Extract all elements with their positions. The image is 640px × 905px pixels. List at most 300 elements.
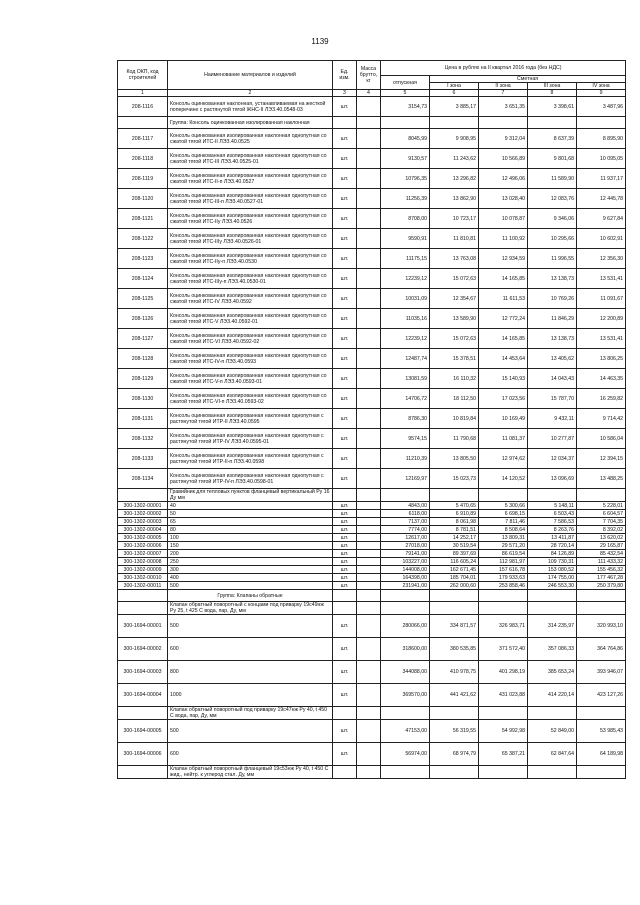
- group-title: Клапан обратный поворотный с концами под приварку 19с49нж Ру 25, t 425 С вода, пар, Ду, мм: [168, 602, 333, 615]
- item-unit: шт.: [333, 534, 357, 542]
- item-mass: [357, 329, 381, 349]
- item-mass: [357, 369, 381, 389]
- price-zone4: 10 586,04: [577, 429, 626, 449]
- price-zone3: 13 411,87: [528, 534, 577, 542]
- price-zone3: 10 769,26: [528, 289, 577, 309]
- table-row: [118, 582, 626, 590]
- item-name: 300: [168, 566, 333, 574]
- empty-cell: [333, 707, 357, 720]
- empty-cell: [577, 117, 626, 129]
- price-zone4: 177 467,28: [577, 574, 626, 582]
- item-mass: [357, 189, 381, 209]
- item-code: 300-1302-00003: [118, 518, 168, 526]
- price-zone2: 112 981,97: [479, 558, 528, 566]
- table-row: [118, 638, 626, 661]
- empty-cell: [479, 766, 528, 779]
- table-row: [118, 534, 626, 542]
- price-zone1: 16 110,32: [430, 369, 479, 389]
- item-name: Консоль оцинкованная изолированная наклонная однопутная со сжатой тягой ИТС-IIу-п ЛЭЗ.40.0530: [168, 249, 333, 269]
- header-mass: Масса брутто, кг: [357, 61, 381, 90]
- price-release: 8708,00: [381, 209, 430, 229]
- column-number: 7: [479, 90, 528, 97]
- price-zone2: 401 298,19: [479, 661, 528, 684]
- price-zone3: 52 849,00: [528, 720, 577, 743]
- empty-cell: [528, 590, 577, 602]
- header-name: Наименование материалов и изделий: [168, 61, 333, 90]
- group-title: Группа: Клапаны обратные: [168, 590, 333, 602]
- empty-cell: [118, 766, 168, 779]
- item-unit: шт.: [333, 289, 357, 309]
- item-name: Консоль оцинкованная изолированная наклонная однопутная с растянутой тягой ИТР-IV ЛЭЗ.40.0595-01: [168, 429, 333, 449]
- price-zone3: 246 553,30: [528, 582, 577, 590]
- price-release: 11035,16: [381, 309, 430, 329]
- item-unit: шт.: [333, 615, 357, 638]
- table-row: [118, 189, 626, 209]
- price-release: 56974,00: [381, 743, 430, 766]
- item-mass: [357, 720, 381, 743]
- item-code: 300-1694-00002: [118, 638, 168, 661]
- header-unit: Ед. изм.: [333, 61, 357, 90]
- item-name: 250: [168, 558, 333, 566]
- item-name: 200: [168, 550, 333, 558]
- item-mass: [357, 429, 381, 449]
- empty-cell: [357, 707, 381, 720]
- header-zone4: IV зона: [577, 83, 626, 90]
- item-name: 500: [168, 582, 333, 590]
- price-zone2: 14 120,52: [479, 469, 528, 489]
- empty-cell: [430, 766, 479, 779]
- price-zone3: 12 034,37: [528, 449, 577, 469]
- empty-cell: [357, 590, 381, 602]
- price-zone3: 109 730,31: [528, 558, 577, 566]
- price-zone3: 11 846,29: [528, 309, 577, 329]
- empty-cell: [333, 602, 357, 615]
- header-zone3: III зона: [528, 83, 577, 90]
- empty-cell: [577, 602, 626, 615]
- price-zone1: 68 974,79: [430, 743, 479, 766]
- price-zone1: 116 605,24: [430, 558, 479, 566]
- price-zone3: 314 235,97: [528, 615, 577, 638]
- table-row: [118, 349, 626, 369]
- item-name: 600: [168, 638, 333, 661]
- price-zone2: 14 165,85: [479, 269, 528, 289]
- item-code: 300-1302-00008: [118, 558, 168, 566]
- item-mass: [357, 615, 381, 638]
- item-unit: шт.: [333, 309, 357, 329]
- item-unit: шт.: [333, 249, 357, 269]
- price-zone2: 253 858,46: [479, 582, 528, 590]
- item-mass: [357, 550, 381, 558]
- price-zone2: 86 619,54: [479, 550, 528, 558]
- empty-cell: [333, 590, 357, 602]
- column-number: 3: [333, 90, 357, 97]
- item-mass: [357, 661, 381, 684]
- item-name: Консоль оцинкованная изолированная наклонная однопутная со сжатой тягой ИТС-VI ЛЭЗ.40.0592-02: [168, 329, 333, 349]
- table-row: [118, 615, 626, 638]
- item-name: Консоль оцинкованная изолированная наклонная однопутная со сжатой тягой ИТС-II ЛЭЗ.40.0525: [168, 129, 333, 149]
- price-zone4: 8 895,90: [577, 129, 626, 149]
- item-unit: шт.: [333, 369, 357, 389]
- price-zone1: 15 072,63: [430, 329, 479, 349]
- item-name: Консоль оцинкованная изолированная наклонная однопутная со сжатой тягой ИТС-V-п ЛЭЗ.40.0593-01: [168, 369, 333, 389]
- item-mass: [357, 209, 381, 229]
- item-mass: [357, 566, 381, 574]
- item-name: Консоль оцинкованная изолированная наклонная однопутная со сжатой тягой ИТС-IIIу ЛЭЗ.40.0526-01: [168, 229, 333, 249]
- price-zone2: 12 496,06: [479, 169, 528, 189]
- item-unit: шт.: [333, 558, 357, 566]
- item-code: 300-1302-00006: [118, 542, 168, 550]
- table-row: [118, 661, 626, 684]
- price-release: 231941,00: [381, 582, 430, 590]
- item-name: Консоль оцинкованная изолированная наклонная однопутная с растянутой тягой ИТР-II ЛЭЗ.40.0595: [168, 409, 333, 429]
- table-row: [118, 309, 626, 329]
- price-zone1: 13 862,90: [430, 189, 479, 209]
- price-zone2: 10 078,87: [479, 209, 528, 229]
- price-zone1: 8 061,98: [430, 518, 479, 526]
- item-name: 800: [168, 661, 333, 684]
- group-title: Гравийник для тепловых пунктов фланцевый вертикальный Ру 16 Ду мм: [168, 489, 333, 502]
- item-code: 208-1120: [118, 189, 168, 209]
- price-release: 3154,73: [381, 97, 430, 117]
- price-zone3: 6 503,43: [528, 510, 577, 518]
- empty-cell: [577, 707, 626, 720]
- empty-cell: [479, 707, 528, 720]
- item-mass: [357, 542, 381, 550]
- item-code: 208-1118: [118, 149, 168, 169]
- item-mass: [357, 534, 381, 542]
- price-zone1: 13 589,90: [430, 309, 479, 329]
- empty-cell: [357, 489, 381, 502]
- price-zone2: 13 028,40: [479, 189, 528, 209]
- price-zone3: 153 080,52: [528, 566, 577, 574]
- price-zone4: 111 433,32: [577, 558, 626, 566]
- item-unit: шт.: [333, 329, 357, 349]
- price-zone1: 10 819,84: [430, 409, 479, 429]
- price-zone2: 3 651,35: [479, 97, 528, 117]
- item-mass: [357, 574, 381, 582]
- price-zone2: 326 983,71: [479, 615, 528, 638]
- item-name: Консоль оцинкованная изолированная наклонная однопутная со сжатой тягой ИТС-IV-п ЛЭЗ.40.0593: [168, 349, 333, 369]
- header-zone1: I зона: [430, 83, 479, 90]
- item-code: 208-1128: [118, 349, 168, 369]
- table-row: [118, 209, 626, 229]
- price-zone4: 423 127,26: [577, 684, 626, 707]
- item-name: 100: [168, 534, 333, 542]
- item-code: 300-1302-00002: [118, 510, 168, 518]
- price-zone1: 13 805,50: [430, 449, 479, 469]
- price-zone4: 6 604,57: [577, 510, 626, 518]
- price-zone1: 11 810,81: [430, 229, 479, 249]
- price-zone2: 11 081,37: [479, 429, 528, 449]
- price-zone4: 12 200,89: [577, 309, 626, 329]
- item-unit: шт.: [333, 720, 357, 743]
- page-number: 1139: [311, 37, 329, 46]
- item-code: 208-1122: [118, 229, 168, 249]
- price-zone3: 9 346,06: [528, 209, 577, 229]
- column-number: 6: [430, 90, 479, 97]
- item-name: Консоль оцинкованная изолированная наклонная однопутная со сжатой тягой ИТС-II-п ЛЭЗ.40.0527: [168, 169, 333, 189]
- empty-cell: [430, 489, 479, 502]
- price-zone1: 441 421,62: [430, 684, 479, 707]
- table-row: [118, 743, 626, 766]
- price-release: 7137,00: [381, 518, 430, 526]
- item-mass: [357, 558, 381, 566]
- price-zone4: 8 392,02: [577, 526, 626, 534]
- price-release: 12487,74: [381, 349, 430, 369]
- item-code: 300-1302-00010: [118, 574, 168, 582]
- price-zone2: 7 811,46: [479, 518, 528, 526]
- item-mass: [357, 449, 381, 469]
- empty-cell: [381, 117, 430, 129]
- table-row: [118, 269, 626, 289]
- price-release: 79141,00: [381, 550, 430, 558]
- price-zone2: 371 572,40: [479, 638, 528, 661]
- empty-cell: [357, 602, 381, 615]
- item-mass: [357, 269, 381, 289]
- price-zone3: 357 086,33: [528, 638, 577, 661]
- price-zone4: 53 985,43: [577, 720, 626, 743]
- item-name: 500: [168, 720, 333, 743]
- table-row: [118, 566, 626, 574]
- empty-cell: [381, 766, 430, 779]
- item-unit: шт.: [333, 229, 357, 249]
- price-zone3: 13 405,62: [528, 349, 577, 369]
- price-zone3: 3 398,61: [528, 97, 577, 117]
- item-unit: шт.: [333, 550, 357, 558]
- price-zone1: 334 871,57: [430, 615, 479, 638]
- item-mass: [357, 582, 381, 590]
- price-zone2: 12 934,59: [479, 249, 528, 269]
- price-zone1: 8 781,51: [430, 526, 479, 534]
- price-zone1: 6 910,89: [430, 510, 479, 518]
- price-zone1: 11 790,68: [430, 429, 479, 449]
- item-mass: [357, 684, 381, 707]
- item-unit: шт.: [333, 149, 357, 169]
- price-zone1: 14 252,17: [430, 534, 479, 542]
- empty-cell: [118, 602, 168, 615]
- item-unit: шт.: [333, 429, 357, 449]
- item-unit: шт.: [333, 502, 357, 510]
- price-zone2: 17 023,56: [479, 389, 528, 409]
- item-name: Консоль оцинкованная изолированная наклонная однопутная со сжатой тягой ИТС-VI-п ЛЭЗ.40.0593-02: [168, 389, 333, 409]
- price-zone4: 10 602,91: [577, 229, 626, 249]
- table-row: [118, 289, 626, 309]
- price-zone4: 16 259,82: [577, 389, 626, 409]
- price-zone4: 364 764,86: [577, 638, 626, 661]
- item-mass: [357, 149, 381, 169]
- price-zone4: 3 487,96: [577, 97, 626, 117]
- price-zone2: 15 140,93: [479, 369, 528, 389]
- price-zone2: 157 616,78: [479, 566, 528, 574]
- item-code: 208-1125: [118, 289, 168, 309]
- item-name: 50: [168, 510, 333, 518]
- item-code: 300-1694-00004: [118, 684, 168, 707]
- empty-cell: [118, 590, 168, 602]
- price-release: 103227,00: [381, 558, 430, 566]
- price-release: 12239,12: [381, 329, 430, 349]
- table-row: [118, 169, 626, 189]
- price-release: 11210,39: [381, 449, 430, 469]
- price-zone2: 11 100,92: [479, 229, 528, 249]
- item-code: 208-1124: [118, 269, 168, 289]
- price-release: 13081,59: [381, 369, 430, 389]
- price-zone2: 54 992,98: [479, 720, 528, 743]
- item-code: 208-1117: [118, 129, 168, 149]
- price-zone2: 14 453,64: [479, 349, 528, 369]
- table-row: [118, 684, 626, 707]
- price-zone3: 12 083,76: [528, 189, 577, 209]
- price-zone3: 14 043,43: [528, 369, 577, 389]
- empty-cell: [118, 489, 168, 502]
- item-name: 400: [168, 574, 333, 582]
- item-unit: шт.: [333, 638, 357, 661]
- empty-cell: [430, 117, 479, 129]
- table-row: [118, 429, 626, 449]
- price-zone2: 10 169,49: [479, 409, 528, 429]
- price-zone4: 12 356,30: [577, 249, 626, 269]
- empty-cell: [479, 489, 528, 502]
- item-mass: [357, 309, 381, 329]
- empty-cell: [333, 489, 357, 502]
- item-code: 208-1131: [118, 409, 168, 429]
- empty-cell: [118, 117, 168, 129]
- price-zone2: 13 809,31: [479, 534, 528, 542]
- price-zone1: 30 519,54: [430, 542, 479, 550]
- table-row: [118, 510, 626, 518]
- item-unit: шт.: [333, 409, 357, 429]
- price-zone1: 3 885,17: [430, 97, 479, 117]
- price-zone1: 185 704,01: [430, 574, 479, 582]
- item-unit: шт.: [333, 129, 357, 149]
- item-mass: [357, 389, 381, 409]
- table-row: [118, 329, 626, 349]
- item-code: 208-1126: [118, 309, 168, 329]
- empty-cell: [430, 707, 479, 720]
- item-name: Консоль оцинкованная изолированная наклонная однопутная с растянутой тягой ИТР-IV-п ЛЭЗ.40.0598-01: [168, 469, 333, 489]
- price-zone2: 9 312,04: [479, 129, 528, 149]
- table-row: [118, 449, 626, 469]
- item-mass: [357, 518, 381, 526]
- price-table: [117, 60, 626, 779]
- price-zone1: 9 908,95: [430, 129, 479, 149]
- item-name: Консоль оцинкованная изолированная наклонная однопутная со сжатой тягой ИТС-III ЛЭЗ.40.0525-01: [168, 149, 333, 169]
- price-release: 47153,00: [381, 720, 430, 743]
- price-zone1: 162 671,45: [430, 566, 479, 574]
- price-zone3: 8 637,39: [528, 129, 577, 149]
- price-zone1: 13 296,82: [430, 169, 479, 189]
- table-row: [118, 542, 626, 550]
- header-estimate: Сметная: [430, 76, 626, 83]
- item-unit: шт.: [333, 542, 357, 550]
- table-row: [118, 149, 626, 169]
- item-mass: [357, 289, 381, 309]
- price-zone1: 13 763,08: [430, 249, 479, 269]
- price-zone3: 13 096,69: [528, 469, 577, 489]
- table-row: [118, 469, 626, 489]
- item-unit: шт.: [333, 469, 357, 489]
- table-row: [118, 558, 626, 566]
- empty-cell: [430, 602, 479, 615]
- price-release: 144008,00: [381, 566, 430, 574]
- price-release: 369570,00: [381, 684, 430, 707]
- item-mass: [357, 469, 381, 489]
- table-row: [118, 526, 626, 534]
- price-zone3: 13 138,73: [528, 269, 577, 289]
- item-code: 300-1694-00005: [118, 720, 168, 743]
- price-zone2: 65 387,21: [479, 743, 528, 766]
- empty-cell: [479, 602, 528, 615]
- item-code: 300-1302-00005: [118, 534, 168, 542]
- item-code: 208-1134: [118, 469, 168, 489]
- price-zone1: 15 378,51: [430, 349, 479, 369]
- table-row: [118, 409, 626, 429]
- price-zone2: 6 698,15: [479, 510, 528, 518]
- price-zone2: 5 300,66: [479, 502, 528, 510]
- group-row: [118, 766, 626, 779]
- item-mass: [357, 526, 381, 534]
- price-zone3: 174 755,00: [528, 574, 577, 582]
- price-release: 9574,15: [381, 429, 430, 449]
- price-zone4: 13 620,02: [577, 534, 626, 542]
- price-release: 318600,00: [381, 638, 430, 661]
- header-price-title: Цена в рублях на II квартал 2016 года (без НДС): [381, 61, 626, 76]
- item-name: Консоль оцинкованная изолированная наклонная однопутная со сжатой тягой ИТС-III-п ЛЭЗ.40.0527-01: [168, 189, 333, 209]
- empty-cell: [577, 489, 626, 502]
- item-name: 500: [168, 615, 333, 638]
- price-zone1: 12 354,67: [430, 289, 479, 309]
- group-title: Клапан обратный поворотный фланцевый 19с53нж Ру 40, t 450 С жид., нейтр. к углерод стал. Ду, мм: [168, 766, 333, 779]
- price-zone4: 393 946,07: [577, 661, 626, 684]
- item-unit: шт.: [333, 661, 357, 684]
- item-code: 300-1302-00009: [118, 566, 168, 574]
- item-unit: шт.: [333, 582, 357, 590]
- price-zone2: 12 974,62: [479, 449, 528, 469]
- empty-cell: [357, 117, 381, 129]
- group-row: [118, 117, 626, 129]
- item-name: 150: [168, 542, 333, 550]
- price-zone1: 262 000,60: [430, 582, 479, 590]
- item-mass: [357, 229, 381, 249]
- item-name: 40: [168, 502, 333, 510]
- table-row: [118, 550, 626, 558]
- table-row: [118, 518, 626, 526]
- item-unit: шт.: [333, 574, 357, 582]
- price-zone2: 11 611,53: [479, 289, 528, 309]
- group-row: [118, 590, 626, 602]
- item-unit: шт.: [333, 389, 357, 409]
- price-zone3: 28 720,14: [528, 542, 577, 550]
- price-zone2: 431 023,88: [479, 684, 528, 707]
- item-name: Консоль оцинкованная изолированная наклонная однопутная с растянутой тягой ИТР-II-п ЛЭЗ.40.0598: [168, 449, 333, 469]
- price-release: 12617,00: [381, 534, 430, 542]
- item-code: 300-1694-00003: [118, 661, 168, 684]
- column-number: 1: [118, 90, 168, 97]
- price-zone1: 11 243,62: [430, 149, 479, 169]
- item-name: Консоль оцинкованная изолированная наклонная однопутная со сжатой тягой ИТС-IIIу-п ЛЭЗ.40.0530-01: [168, 269, 333, 289]
- price-zone4: 85 432,54: [577, 550, 626, 558]
- item-name: 80: [168, 526, 333, 534]
- item-code: 208-1116: [118, 97, 168, 117]
- header-code: Код ОКП, код строителей: [118, 61, 168, 90]
- item-code: 300-1302-00011: [118, 582, 168, 590]
- price-zone3: 13 138,73: [528, 329, 577, 349]
- empty-cell: [528, 117, 577, 129]
- item-unit: шт.: [333, 97, 357, 117]
- empty-cell: [479, 117, 528, 129]
- item-code: 208-1130: [118, 389, 168, 409]
- table-row: [118, 229, 626, 249]
- price-zone2: 12 772,24: [479, 309, 528, 329]
